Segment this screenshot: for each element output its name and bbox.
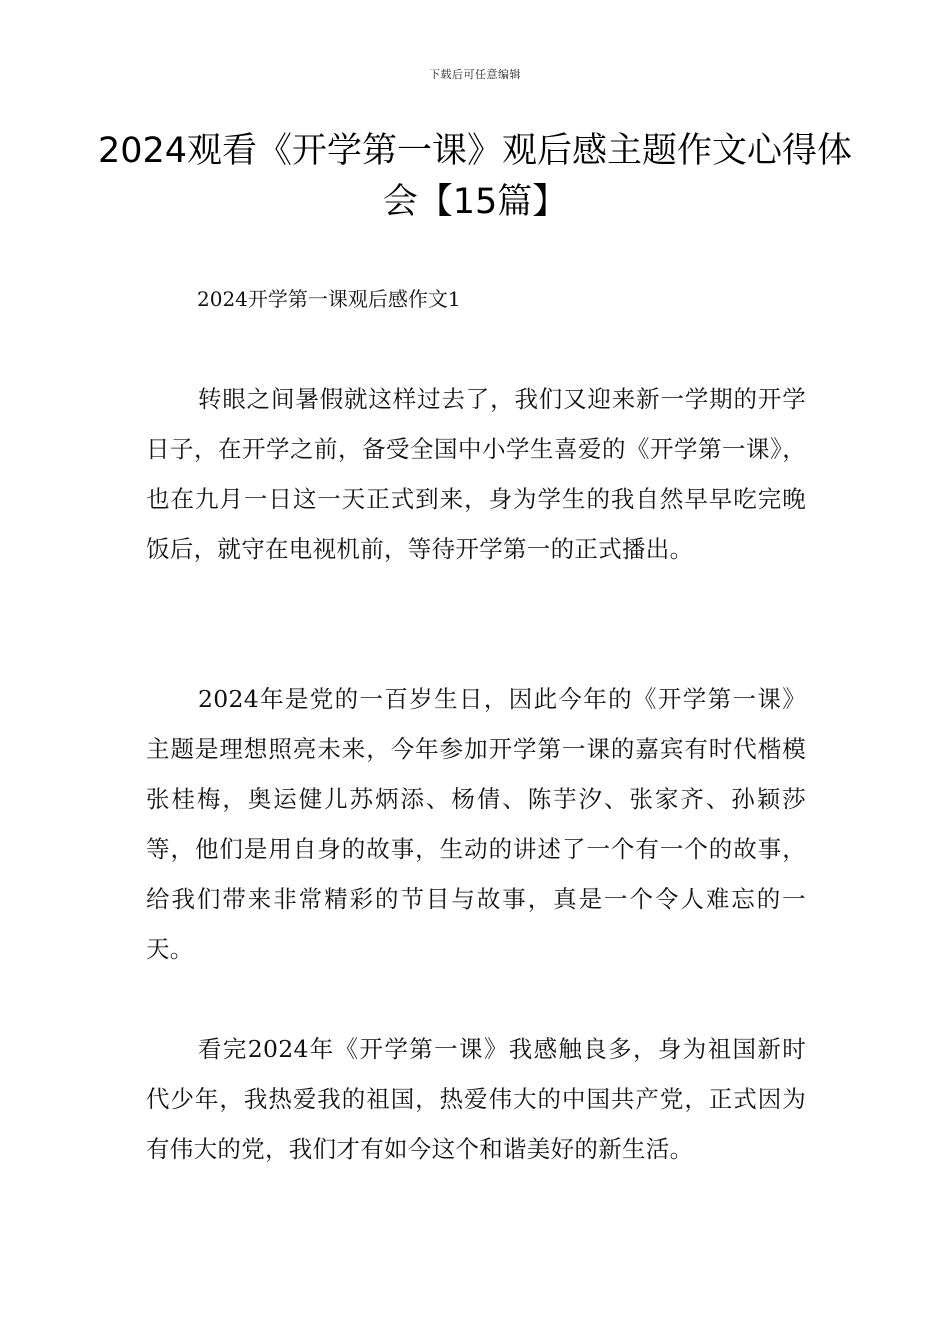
paragraph: 2024年是党的一百岁生日，因此今年的《开学第一课》主题是理想照亮未来，今年参加开学第一课的嘉宾有时代楷模张桂梅，奥运健儿苏炳添、杨倩、陈芋汐、张家齐、孙颖莎等，他们是用自身的故事，生动的讲述了一个有一个的故事，给我们带来非常精彩的节目与故事，真是一个令人难忘的一天。 (146, 685, 806, 963)
paragraph: 看完2024年《开学第一课》我感触良多，身为祖国新时代少年，我热爱我的祖国，热爱伟大的中国共产党，正式因为有伟大的党，我们才有如今这个和谐美好的新生活。 (146, 1035, 806, 1163)
section-heading: 2024开学第一课观后感作文1 (197, 287, 461, 311)
paragraph: 转眼之间暑假就这样过去了，我们又迎来新一学期的开学日子，在开学之前，备受全国中小学生喜爱的《开学第一课》，也在九月一日这一天正式到来，身为学生的我自然早早吃完晚饭后，就守在电视机前，等待开学第一的正式播出。 (146, 385, 806, 563)
header-note: 下载后可任意编辑 (429, 68, 521, 81)
document-title: 2024观看《开学第一课》观后感主题作文心得体会【15篇】 (97, 131, 853, 222)
